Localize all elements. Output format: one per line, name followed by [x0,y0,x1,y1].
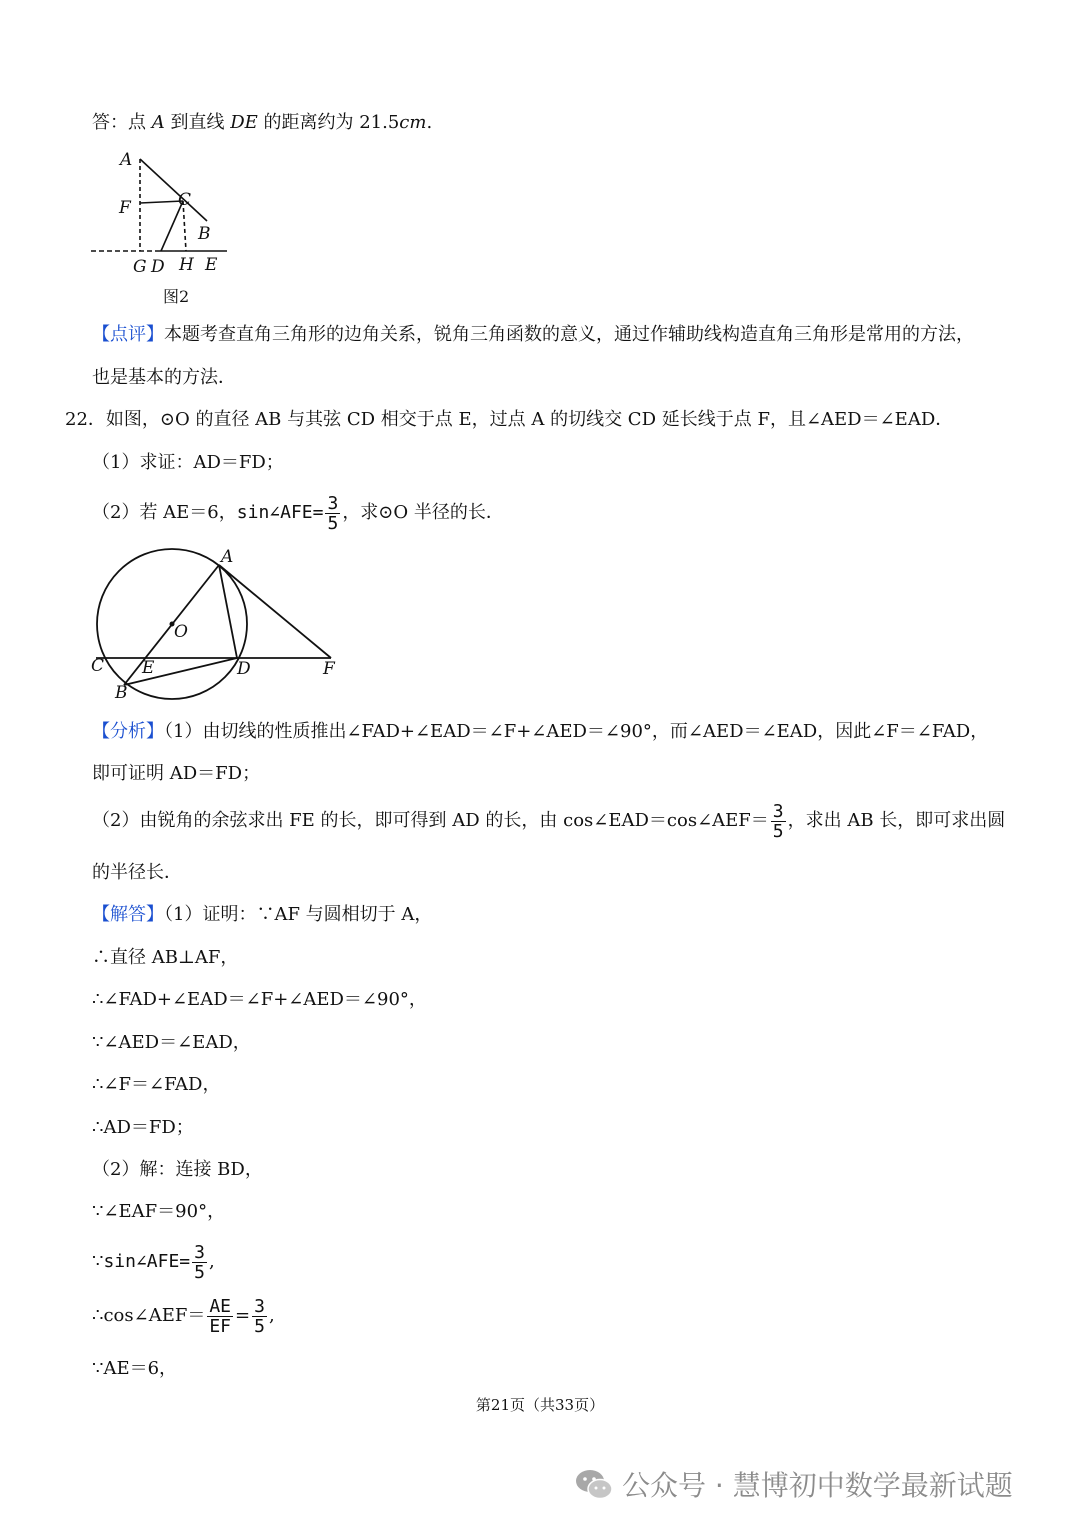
label-A: A [221,547,234,567]
comment-line-1: 【点评】本题考查直角三角形的边角关系，锐角三角函数的意义，通过作辅助线构造直角三角形是常用的方法， [92,324,974,345]
question-22-stem: 22．如图，⊙O 的直径 AB 与其弦 CD 相交于点 E，过点 A 的切线交 CD 延长线于点 F，且∠AED＝∠EAD． [65,409,954,430]
previous-answer: 答：点 A 到直线 DE 的距离约为 21.5cm. [92,112,433,133]
figure-caption: 图2 [163,287,190,306]
analysis-line-2: 即可证明 AD＝FD； [92,763,261,784]
label-O: O [174,622,188,642]
page-footer: 第21页（共33页） [475,1396,605,1414]
circle-figure [80,540,350,710]
solution-line-9: ∵sin∠AFE= $\frac{3}{5}$ , [92,1241,215,1283]
comment-line-2: 也是基本的方法． [92,367,236,388]
label-F: F [119,198,131,218]
label-C: C [91,656,105,676]
fraction: $\frac{3}{5}$ [772,800,784,842]
fraction: $\frac{3}{5}$ [194,1241,205,1283]
label-G: G [133,257,147,277]
wechat-icon [574,1467,614,1501]
solution-tag: 【解答】 [92,904,164,925]
fraction: $\frac{3}{5}$ [254,1295,265,1337]
label-E: E [142,658,155,678]
figure-2 [85,145,245,310]
label-H: H [179,255,194,275]
question-22-part-1: （1）求证：AD＝FD； [92,452,284,473]
analysis-line-1: 【分析】（1）由切线的性质推出∠FAD+∠EAD＝∠F+∠AED＝∠90°，而∠AED＝∠EAD，因此∠F＝∠FAD， [92,721,989,742]
label-F: F [323,659,335,679]
fraction: $\frac{3}{5}$ [327,492,339,534]
watermark-text: 公众号 · 慧博初中数学最新试题 [622,1469,1013,1502]
analysis-line-3: （2）由锐角的余弦求出 FE 的长，即可得到 AD 的长，由 cos∠EAD＝cos∠AEF＝ $\frac{3}{5}$ ，求出 AB 长，即可求出圆 [92,800,1006,842]
label-C: C [178,190,192,210]
analysis-line-4: 的半径长． [92,862,182,883]
label-B: B [198,224,211,244]
analysis-tag: 【分析】 [92,721,164,742]
solution-line-11: ∵AE＝6， [92,1358,178,1379]
label-D: D [237,659,251,679]
solution-line-7: （2）解：连接 BD， [92,1159,263,1180]
label-E: E [205,255,218,275]
label-D: D [151,257,165,277]
fraction: $\frac{AE}{EF}$ [209,1295,232,1337]
solution-line-4: ∵∠AED＝∠EAD， [92,1032,251,1053]
solution-line-3: ∴∠FAD+∠EAD＝∠F+∠AED＝∠90°， [92,989,427,1010]
solution-line-2: ∴直径 AB⊥AF， [92,947,239,968]
solution-line-10: ∴cos∠AEF＝ $\frac{AE}{EF}$ = $\frac{3}{5}$ , [92,1295,275,1337]
question-22-part-2: （2）若 AE＝6，sin∠AFE= $\frac{3}{5}$ ，求⊙O 半径的长． [92,492,504,534]
watermark [574,1462,1013,1506]
solution-line-1: 【解答】（1）证明：∵AF 与圆相切于 A， [92,904,433,925]
label-B: B [115,683,128,703]
comment-tag: 【点评】 [92,324,164,345]
solution-line-8: ∵∠EAF＝90°， [92,1201,226,1222]
solution-line-6: ∴AD＝FD； [92,1117,194,1138]
solution-line-5: ∴∠F＝∠FAD， [92,1074,221,1095]
label-A: A [120,150,133,170]
